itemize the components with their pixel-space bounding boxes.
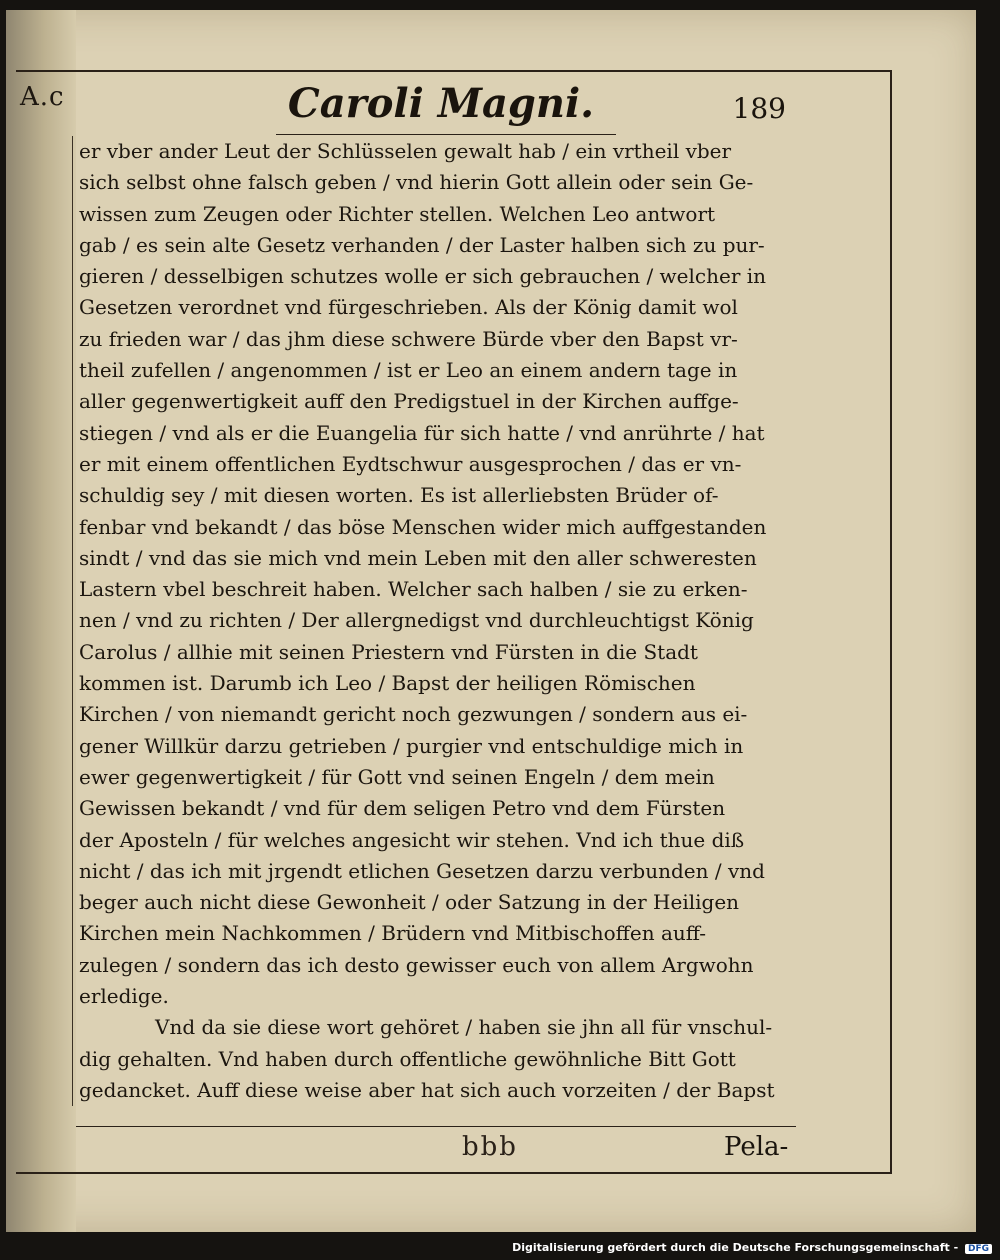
text-line: der Aposteln / für welches angesicht wir stehen. Vnd ich thue diß (79, 827, 745, 852)
text-line: theil zufellen / angenommen / ist er Leo an einem andern tage in (79, 358, 738, 383)
dfg-logo: DFG (965, 1244, 992, 1254)
text-line: Gesetzen verordnet vnd fürgeschrieben. Als der König damit wol (79, 295, 738, 320)
running-head: Caroli Magni. (287, 80, 595, 127)
text-line: gener Willkür darzu getrieben / purgier vnd entschuldige mich in (79, 733, 744, 758)
text-line: er mit einem offentlichen Eydtschwur ausgesprochen / das er vn- (79, 451, 742, 476)
book-page (6, 10, 976, 1232)
text-line: gab / es sein alte Gesetz verhanden / der Laster halben sich zu pur- (79, 232, 765, 257)
text-line: erledige. (79, 984, 169, 1009)
text-line: zu frieden war / das jhm diese schwere Bürde vber den Bapst vr- (79, 326, 738, 351)
text-line: gieren / desselbigen schutzes wolle er sich gebrauchen / welcher in (79, 264, 767, 289)
text-line: Carolus / allhie mit seinen Priestern vnd Fürsten in die Stadt (79, 639, 698, 664)
text-line: gedancket. Auff diese weise aber hat sich auch vorzeiten / der Bapst (79, 1077, 775, 1102)
paragraph-start-line: Vnd da sie diese wort gehöret / haben sie jhn all für vnschul- (155, 1015, 773, 1040)
text-line: ewer gegenwertigkeit / für Gott vnd seinen Engeln / dem mein (79, 764, 715, 789)
text-line: zulegen / sondern das ich desto gewisser euch von allem Argwohn (79, 952, 754, 977)
footer-rule (76, 1126, 796, 1127)
text-line: stiegen / vnd als er die Euangelia für sich hatte / vnd anrührte / hat (79, 420, 765, 445)
text-line: Lastern vbel beschreit haben. Welcher sach halben / sie zu erken- (79, 577, 748, 602)
text-line: wissen zum Zeugen oder Richter stellen. Welchen Leo antwort (79, 201, 716, 226)
text-line: Kirchen mein Nachkommen / Brüdern vnd Mitbischoffen auff- (79, 921, 707, 946)
text-line: fenbar vnd bekandt / das böse Menschen wider mich auffgestanden (79, 514, 767, 539)
text-block (72, 136, 801, 1106)
credit-text: Digitalisierung gefördert durch die Deutsche Forschungsgemeinschaft - (512, 1241, 959, 1254)
catchword: Pela- (724, 1132, 789, 1162)
text-line: nen / vnd zu richten / Der allergnedigst vnd durchleuchtigst König (79, 608, 754, 633)
text-line: sich selbst ohne falsch geben / vnd hierin Gott allein oder sein Ge- (79, 170, 754, 195)
margin-mark: A.c (20, 82, 65, 112)
page-number: 189 (732, 92, 786, 125)
signature-mark: bbb (462, 1132, 518, 1162)
digitization-credit (512, 1241, 992, 1254)
text-line: kommen ist. Darumb ich Leo / Bapst der heiligen Römischen (79, 671, 696, 696)
text-line: Gewissen bekandt / vnd für dem seligen Petro vnd dem Fürsten (79, 796, 726, 821)
running-head-rule (276, 134, 616, 135)
text-line: sindt / vnd das sie mich vnd mein Leben mit den aller schweresten (79, 545, 757, 570)
text-line: beger auch nicht diese Gewonheit / oder Satzung in der Heiligen (79, 890, 740, 915)
text-line: schuldig sey / mit diesen worten. Es ist allerliebsten Brüder of- (79, 483, 719, 508)
text-line: aller gegenwertigkeit auff den Predigstuel in der Kirchen auffge- (79, 389, 739, 414)
text-line: Kirchen / von niemandt gericht noch gezwungen / sondern aus ei- (79, 702, 748, 727)
text-line: dig gehalten. Vnd haben durch offentliche gewöhnliche Bitt Gott (79, 1046, 736, 1071)
text-line: er vber ander Leut der Schlüsselen gewalt hab / ein vrtheil vber (79, 139, 732, 163)
text-line: nicht / das ich mit jrgendt etlichen Gesetzen darzu verbunden / vnd (79, 858, 765, 883)
